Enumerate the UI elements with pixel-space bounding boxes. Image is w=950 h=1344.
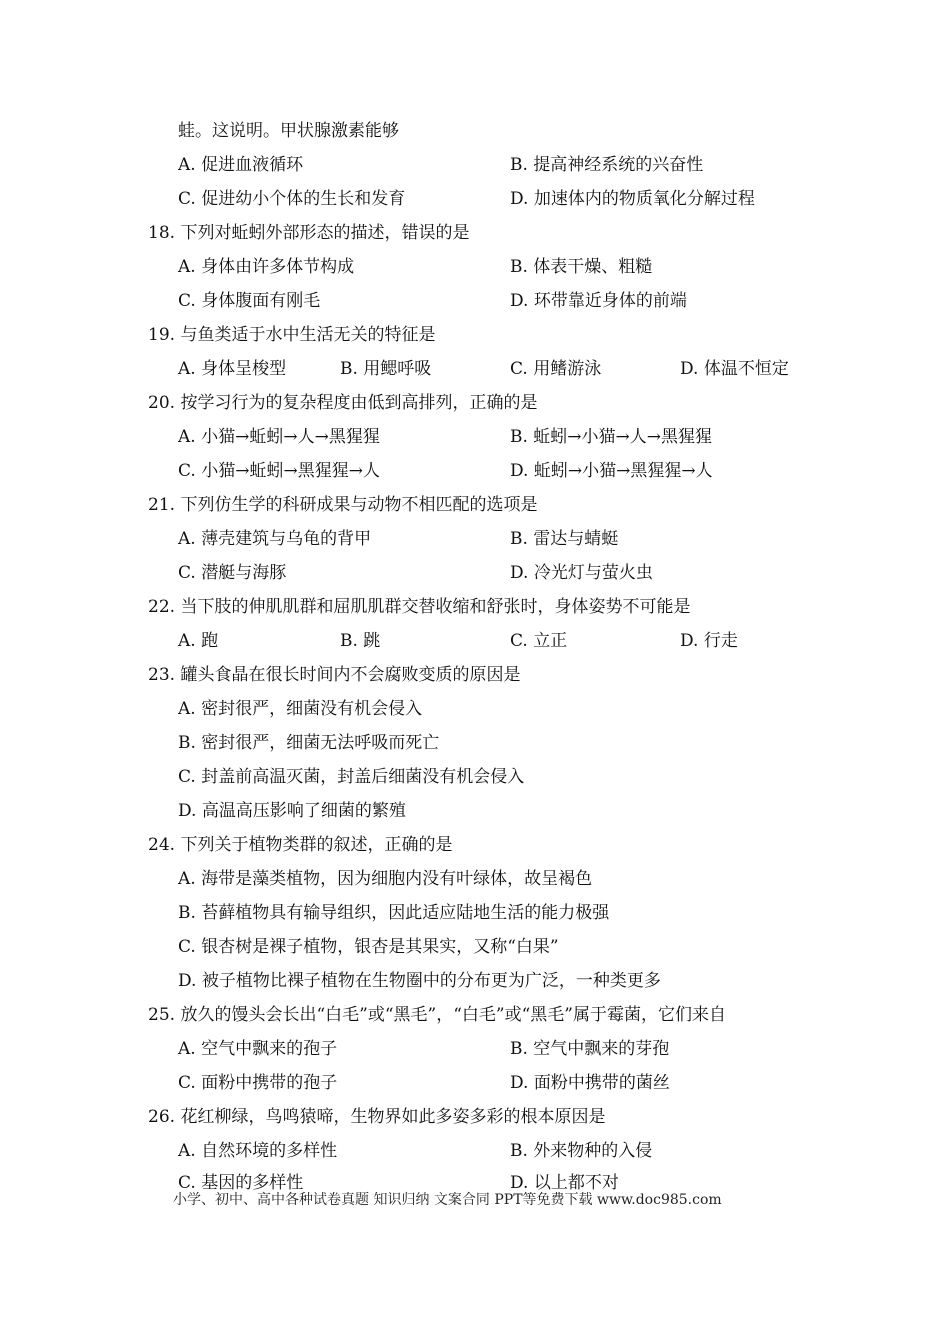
q20-option-b: B. 蚯蚓→小猫→人→黑猩猩 (510, 427, 713, 447)
q21-option-b: B. 雷达与蜻蜓 (510, 529, 619, 549)
footer-watermark-text: 小学、初中、高中各种试卷真题 知识归纳 文案合同 PPT等免费下载 www.doc985.com (173, 1192, 722, 1208)
q26-option-c: C. 基因的多样性 (178, 1173, 304, 1193)
q25-option-c: C. 面粉中携带的孢子 (178, 1073, 338, 1093)
q18-option-c: C. 身体腹面有刚毛 (178, 291, 321, 311)
q26-option-a: A. 自然环境的多样性 (178, 1141, 338, 1161)
q17-option-d: D. 加速体内的物质氧化分解过程 (510, 189, 755, 209)
q26-option-b: B. 外来物种的入侵 (510, 1141, 653, 1161)
q17-option-c: C. 促进幼小个体的生长和发育 (178, 189, 406, 209)
q20-option-a: A. 小猫→蚯蚓→人→黑猩猩 (178, 427, 380, 447)
q22-stem: 22. 当下肢的伸肌肌群和屈肌肌群交替收缩和舒张时，身体姿势不可能是 (148, 597, 691, 617)
q23-option-c: C. 封盖前高温灭菌，封盖后细菌没有机会侵入 (178, 767, 525, 787)
q22-option-d: D. 行走 (680, 631, 738, 651)
q26-stem: 26. 花红柳绿，鸟鸣猿啼，生物界如此多姿多彩的根本原因是 (148, 1107, 606, 1127)
q23-option-d: D. 高温高压影响了细菌的繁殖 (178, 801, 406, 821)
q18-option-b: B. 体表干燥、粗糙 (510, 257, 653, 277)
q18-option-d: D. 环带靠近身体的前端 (510, 291, 687, 311)
q25-option-d: D. 面粉中携带的菌丝 (510, 1073, 670, 1093)
q21-option-c: C. 潜艇与海豚 (178, 563, 287, 583)
q23-option-b: B. 密封很严，细菌无法呼吸而死亡 (178, 733, 440, 753)
q20-stem: 20. 按学习行为的复杂程度由低到高排列，正确的是 (148, 393, 538, 413)
q19-option-b: B. 用鳃呼吸 (340, 359, 432, 379)
q23-stem: 23. 罐头食晶在很长时间内不会腐败变质的原因是 (148, 665, 521, 685)
q22-option-a: A. 跑 (178, 631, 219, 651)
q24-option-d: D. 被子植物比裸子植物在生物圈中的分布更为广泛，一种类更多 (178, 971, 661, 991)
q19-stem: 19. 与鱼类适于水中生活无关的特征是 (148, 325, 436, 345)
q21-stem: 21. 下列仿生学的科研成果与动物不相匹配的选项是 (148, 495, 538, 515)
q25-stem: 25. 放久的馒头会长出“白毛”或“黑毛”，“白毛”或“黑毛”属于霉菌，它们来自 (148, 1005, 726, 1025)
q26-option-d: D. 以上都不对 (510, 1173, 619, 1193)
q18-option-a: A. 身体由许多体节构成 (178, 257, 355, 277)
q17-option-a: A. 促进血液循环 (178, 155, 304, 175)
q22-option-c: C. 立正 (510, 631, 568, 651)
q20-option-c: C. 小猫→蚯蚓→黑猩猩→人 (178, 461, 380, 481)
q19-option-c: C. 用鳍游泳 (510, 359, 602, 379)
q18-stem: 18. 下列对蚯蚓外部形态的描述，错误的是 (148, 223, 470, 243)
q19-option-a: A. 身体呈梭型 (178, 359, 287, 379)
q20-option-d: D. 蚯蚓→小猫→黑猩猩→人 (510, 461, 713, 481)
q24-option-b: B. 苔藓植物具有输导组织，因此适应陆地生活的能力极强 (178, 903, 610, 923)
q19-option-d: D. 体温不恒定 (680, 359, 789, 379)
q22-option-b: B. 跳 (340, 631, 381, 651)
q24-option-c: C. 银杏树是裸子植物，银杏是其果实，又称“白果” (178, 937, 559, 957)
q17-stem-tail: 蛙。这说明。甲状腺激素能够 (178, 121, 399, 141)
q24-option-a: A. 海带是藻类植物，因为细胞内没有叶绿体，故呈褐色 (178, 869, 593, 889)
q21-option-d: D. 冷光灯与萤火虫 (510, 563, 653, 583)
q21-option-a: A. 薄壳建筑与乌龟的背甲 (178, 529, 372, 549)
q24-stem: 24. 下列关于植物类群的叙述，正确的是 (148, 835, 453, 855)
q25-option-b: B. 空气中飘来的芽孢 (510, 1039, 670, 1059)
q23-option-a: A. 密封很严，细菌没有机会侵入 (178, 699, 423, 719)
q25-option-a: A. 空气中飘来的孢子 (178, 1039, 338, 1059)
q17-option-b: B. 提高神经系统的兴奋性 (510, 155, 704, 175)
